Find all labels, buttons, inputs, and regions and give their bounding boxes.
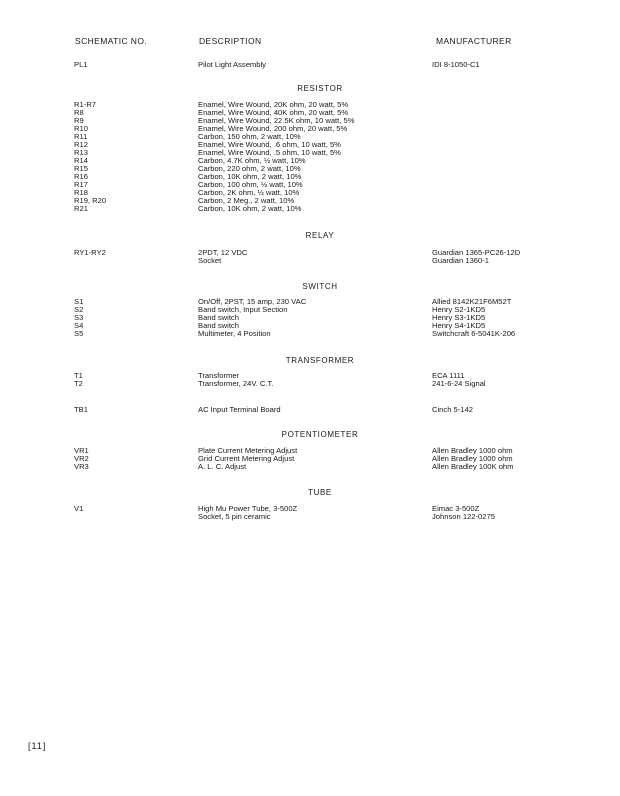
table-row xyxy=(0,314,620,322)
description-cell: Socket, 5 pin ceramic xyxy=(198,512,271,521)
schematic-cell: S1 xyxy=(74,297,84,306)
description-cell: Enamel, Wire Wound, 22.5K ohm, 10 watt, 5% xyxy=(198,116,355,125)
schematic-cell: PL1 xyxy=(74,60,88,69)
schematic-cell: R9 xyxy=(74,116,84,125)
description-cell: Pilot Light Assembly xyxy=(198,60,266,69)
table-row xyxy=(0,165,620,173)
manufacturer-cell: Switchcraft 6-5041K-206 xyxy=(432,329,516,338)
description-cell: Multimeter, 4 Position xyxy=(198,329,271,338)
table-row xyxy=(0,157,620,165)
description-cell: Grid Current Metering Adjust xyxy=(198,454,295,463)
schematic-cell: R18 xyxy=(74,188,88,197)
schematic-cell: R15 xyxy=(74,164,88,173)
schematic-cell: T2 xyxy=(74,379,83,388)
table-row xyxy=(0,455,620,463)
description-cell: Band switch xyxy=(198,313,239,322)
description-cell: Band switch xyxy=(198,321,239,330)
column-header-manufacturer: MANUFACTURER xyxy=(436,36,512,46)
table-row xyxy=(0,447,620,455)
table-row xyxy=(0,149,620,157)
manufacturer-cell: 241-6-24 Signal xyxy=(432,379,486,388)
schematic-cell: R8 xyxy=(74,108,84,117)
schematic-cell: VR3 xyxy=(74,462,89,471)
description-cell: Carbon, 4.7K ohm, ½ watt, 10% xyxy=(198,156,306,165)
manufacturer-cell: IDI 8-1050-C1 xyxy=(432,60,480,69)
description-cell: Enamel, Wire Wound, 200 ohm, 20 watt, 5% xyxy=(198,124,348,133)
manufacturer-cell: Allied 8142K21F6M52T xyxy=(432,297,512,306)
schematic-cell: VR2 xyxy=(74,454,89,463)
description-cell: High Mu Power Tube, 3-500Z xyxy=(198,504,298,513)
manufacturer-cell: Henry S2-1KD5 xyxy=(432,305,486,314)
manufacturer-cell: Guardian 1360-1 xyxy=(432,256,489,265)
table-row xyxy=(0,181,620,189)
schematic-cell: S2 xyxy=(74,305,84,314)
table-row xyxy=(0,173,620,181)
description-cell: Transformer, 24V. C.T. xyxy=(198,379,274,388)
section-title: RESISTOR xyxy=(297,84,343,93)
description-cell: Carbon, 10K ohm, 2 watt, 10% xyxy=(198,172,302,181)
column-header-schematic: SCHEMATIC NO. xyxy=(75,36,148,46)
table-row xyxy=(0,463,620,471)
manufacturer-cell: Henry S3-1KD5 xyxy=(432,313,486,322)
section-title: TUBE xyxy=(308,488,332,497)
table-row xyxy=(0,298,620,306)
table-row xyxy=(0,205,620,213)
page-number: [11] xyxy=(28,741,47,751)
description-cell: Carbon, 100 ohm, ½ watt, 10% xyxy=(198,180,303,189)
schematic-cell: T1 xyxy=(74,371,83,380)
manufacturer-cell: Johnson 122-0275 xyxy=(432,512,495,521)
schematic-cell: R12 xyxy=(74,140,88,149)
manufacturer-cell: Henry S4-1KD5 xyxy=(432,321,486,330)
description-cell: Band switch, Input Section xyxy=(198,305,288,314)
schematic-cell: VR1 xyxy=(74,446,89,455)
table-row xyxy=(0,330,620,338)
description-cell: Enamel, Wire Wound, .6 ohm, 10 watt, 5% xyxy=(198,140,341,149)
table-row xyxy=(0,380,620,388)
table-row xyxy=(0,197,620,205)
schematic-cell: S4 xyxy=(74,321,84,330)
schematic-cell: TB1 xyxy=(74,405,88,414)
table-row xyxy=(0,406,620,414)
manufacturer-cell: Eimac 3-500Z xyxy=(432,504,480,513)
schematic-cell: S3 xyxy=(74,313,84,322)
description-cell: AC Input Terminal Board xyxy=(198,405,281,414)
description-cell: Socket xyxy=(198,256,222,265)
description-cell: A. L. C. Adjust xyxy=(198,462,247,471)
description-cell: On/Off, 2PST, 15 amp, 230 VAC xyxy=(198,297,307,306)
schematic-cell: V1 xyxy=(74,504,84,513)
schematic-cell: RY1-RY2 xyxy=(74,248,106,257)
manufacturer-cell: ECA 1111 xyxy=(432,371,465,380)
schematic-cell: R11 xyxy=(74,132,88,141)
description-cell: Carbon, 2K ohm, ½ watt, 10% xyxy=(198,188,300,197)
table-row xyxy=(0,257,620,265)
schematic-cell: R1-R7 xyxy=(74,100,96,109)
table-row xyxy=(0,513,620,521)
description-cell: Enamel, Wire Wound, 40K ohm, 20 watt, 5% xyxy=(198,108,349,117)
manufacturer-cell: Guardian 1365-PC26-12D xyxy=(432,248,521,257)
table-row xyxy=(0,505,620,513)
description-cell: Carbon, 220 ohm, 2 watt, 10% xyxy=(198,164,301,173)
description-cell: Enamel, Wire Wound, .5 ohm, 10 watt, 5% xyxy=(198,148,341,157)
table-row xyxy=(0,322,620,330)
description-cell: Carbon, 10K ohm, 2 watt, 10% xyxy=(198,204,302,213)
manufacturer-cell: Allen Bradley 1000 ohm xyxy=(432,446,513,455)
description-cell: 2PDT, 12 VDC xyxy=(198,248,248,257)
schematic-cell: R16 xyxy=(74,172,88,181)
schematic-cell: R19, R20 xyxy=(74,196,107,205)
manufacturer-cell: Allen Bradley 100K ohm xyxy=(432,462,514,471)
table-row xyxy=(0,372,620,380)
manufacturer-cell: Allen Bradley 1000 ohm xyxy=(432,454,513,463)
table-row xyxy=(0,125,620,133)
table-row xyxy=(0,249,620,257)
description-cell: Carbon, 150 ohm, 2 watt, 10% xyxy=(198,132,301,141)
schematic-cell: R17 xyxy=(74,180,88,189)
section-title: RELAY xyxy=(305,231,335,240)
section-title: POTENTIOMETER xyxy=(281,430,359,439)
section-title: SWITCH xyxy=(302,282,338,291)
description-cell: Carbon, 2 Meg., 2 watt, 10% xyxy=(198,196,295,205)
schematic-cell: R21 xyxy=(74,204,88,213)
section-title: TRANSFORMER xyxy=(285,356,355,365)
table-row xyxy=(0,306,620,314)
description-cell: Plate Current Metering Adjust xyxy=(198,446,298,455)
schematic-cell: S5 xyxy=(74,329,84,338)
schematic-cell: R14 xyxy=(74,156,88,165)
schematic-cell: R13 xyxy=(74,148,88,157)
column-header-description: DESCRIPTION xyxy=(199,36,262,46)
description-cell: Enamel, Wire Wound, 20K ohm, 20 watt, 5% xyxy=(198,100,349,109)
description-cell: Transformer xyxy=(198,371,240,380)
manufacturer-cell: Cinch 5-142 xyxy=(432,405,473,414)
table-row xyxy=(0,61,620,69)
schematic-cell: R10 xyxy=(74,124,88,133)
